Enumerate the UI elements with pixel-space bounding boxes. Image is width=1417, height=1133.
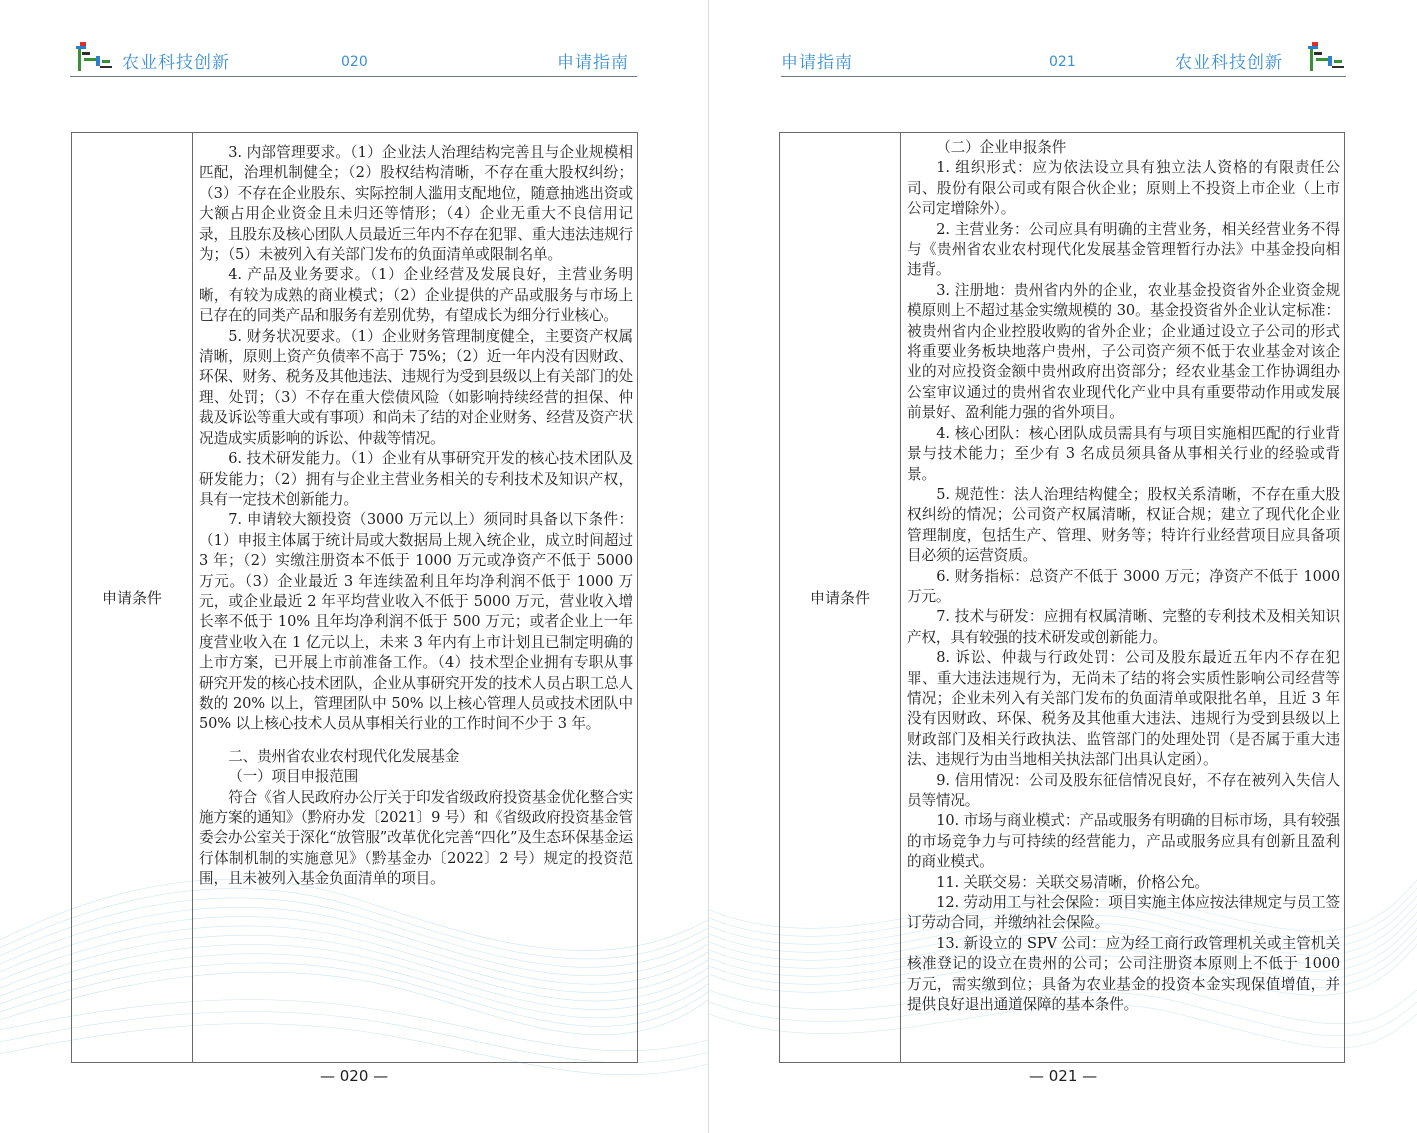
paragraph: 符合《省人民政府办公厅关于印发省级政府投资基金优化整合实施方案的通知》（黔府办发〔2021〕9 号）和《省级政府投资基金管委会办公室关于深化“放管服”改革优化完善“四化”及生态环保基金运行体制机制的实施意见》（黔基金办〔2022〕2 号）规定的投资范围，且未被列入基金负面清单的项目。 [199, 788, 633, 888]
paragraph: 2. 主营业务：公司应具有明确的主营业务，相关经营业务不得与《贵州省农业农村现代化发展基金管理暂行办法》中基金投向相违背。 [907, 220, 1340, 279]
paragraph: 12. 劳动用工与社会保险：项目实施主体应按法律规定与员工签订劳动合同，并缴纳社会保险。 [907, 894, 1340, 932]
header-section: 申请指南 [781, 53, 853, 73]
paragraph: 6. 技术研发能力。（1）企业有从事研究开发的核心技术团队及研发能力；（2）拥有与企业主营业务相关的专利技术及知识产权，具有一定技术创新能力。 [199, 450, 633, 508]
right-page [709, 0, 1417, 1133]
paragraph: 6. 财务指标：总资产不低于 3000 万元；净资产不低于 1000 万元。 [907, 567, 1340, 605]
paragraph: 1. 组织形式：应为依法设立具有独立法人资格的有限责任公司、股份有限公司或有限合伙企业；原则上不投资上市企业（上市公司定增除外）。 [907, 159, 1340, 218]
header-title: 农业科技创新 [122, 53, 230, 73]
page-header [70, 40, 637, 77]
row-label: 申请条件 [72, 133, 193, 1063]
paragraph: 5. 规范性：法人治理结构健全；股权关系清晰，不存在重大股权纠纷的情况；公司资产权属清晰，权证合规；建立了现代化企业管理制度，包括生产、管理、财务等；特许行业经营项目应具备项目必须的运营资质。 [907, 485, 1340, 565]
paragraph: 11. 关联交易：关联交易清晰，价格公允。 [936, 873, 1209, 891]
farm-logo-icon [1302, 38, 1348, 74]
paragraph: 8. 诉讼、仲裁与行政处罚：公司及股东最近五年内不存在犯罪、重大违法违规行为，无尚未了结的将会实质性影响公司经营等情况；企业未列入有关部门发布的负面清单或限批名单，且近 3 年没有因财政、环保、税务及其他重大违法、违规行为受到县级以上财政部门及相关行政执法、监管部门的处理处罚（是否属于重大违法、违规行为由当地相关执法部门出具认定函）。 [907, 649, 1340, 769]
page-footer: — 021 — [1029, 1067, 1098, 1085]
subsection-heading: （一）项目申报范围 [228, 768, 359, 786]
paragraph: 5. 财务状况要求。（1）企业财务管理制度健全，主要资产权属清晰，原则上资产负债率不高于 75%；（2）近一年内没有因财政、环保、财务、税务及其他违法、违规行为受到县级以上有关部门的处理、处罚；（3）不存在重大偿债风险（如影响持续经营的担保、仲裁及诉讼等重大或有事项）和尚未了结的对企业财务、经营及资产状况造成实质影响的诉讼、仲裁等情况。 [199, 327, 633, 447]
paragraph: 4. 核心团队：核心团队成员需具有与项目实施相匹配的行业背景与技术能力；至少有 3 名成员须具备从事相关行业的经验或背景。 [907, 424, 1340, 483]
paragraph: 9. 信用情况：公司及股东征信情况良好，不存在被列入失信人员等情况。 [907, 771, 1340, 809]
farm-logo-icon [70, 38, 116, 74]
conditions-table [71, 132, 638, 1063]
paragraph: 3. 内部管理要求。（1）企业法人治理结构完善且与企业规模相匹配，治理机制健全；（2）股权结构清晰，不存在重大股权纠纷；（3）不存在企业股东、实际控制人滥用支配地位，随意抽逃出资或大额占用企业资金且未归还等情形；（4）企业无重大不良信用记录，且股东及核心团队人员最近三年内不存在犯罪、重大违法违规行为；（5）未被列入有关部门发布的负面清单或限制名单。 [199, 144, 633, 264]
header-title: 农业科技创新 [1175, 53, 1283, 73]
page-footer: — 020 — [320, 1067, 389, 1085]
page-header [781, 40, 1346, 77]
header-page-number: 021 [1049, 54, 1076, 70]
header-page-number: 020 [341, 54, 368, 70]
conditions-table [779, 132, 1345, 1063]
paragraph: 4. 产品及业务要求。（1）企业经营及发展良好，主营业务明晰，有较为成熟的商业模式；（2）企业提供的产品或服务与市场上已存在的同类产品和服务有差别优势，有望成长为细分行业核心。 [199, 266, 633, 325]
paragraph: 3. 注册地：贵州省内外的企业，农业基金投资省外企业资金规模原则上不超过基金实缴规模的 30。基金投资省外企业认定标准：被贵州省内企业控股收购的省外企业；企业通过设立子公司的形式将重要业务板块地落户贵州，子公司资产须不低于农业基金对该企业的对应投资金额中贵州政府出资部分；经农业基金工作协调组办公室审议通过的贵州省农业现代化产业中具有重要带动作用或发展前景好、盈利能力强的省外项目。 [907, 281, 1340, 422]
paragraph: 7. 申请较大额投资（3000 万元以上）须同时具备以下条件：（1）申报主体属于统计局或大数据局上规入统企业，成立时间超过 3 年；（2）实缴注册资本不低于 1000 万元或净资产不低于 5000 万元。（3）企业最近 3 年连续盈利且年均净利润不低于 1000 万元，或企业最近 2 年平均营业收入不低于 5000 万元，营业收入增长率不低于 10% 且年均净利润不低于 500 万元；或者企业上一年度营业收入在 1 亿元以上，未来 3 年内有上市计划且已制定明确的上市方案，已开展上市前准备工作。（4）技术型企业拥有专职从事研究开发的核心技术团队，企业从事研究开发的技术人员占职工总人数的 20% 以上，管理团队中 50% 以上核心管理人员或技术团队中 50% 以上核心技术人员从事相关行业的工作时间不少于 3 年。 [199, 511, 633, 733]
paragraph: 13. 新设立的 SPV 公司：应为经工商行政管理机关或主管机关核准登记的设立在贵州的公司；公司注册资本原则上不低于 1000 万元，需实缴到位；具备为农业基金的投资本金实现保值增值，并提供良好退出通道保障的基本条件。 [907, 934, 1340, 1014]
subsection-heading: （二）企业申报条件 [936, 139, 1067, 156]
left-page [0, 0, 708, 1133]
header-section: 申请指南 [557, 53, 629, 73]
paragraph: 7. 技术与研发：应拥有权属清晰、完整的专利技术及相关知识产权，具有较强的技术研发或创新能力。 [907, 608, 1340, 646]
paragraph: 10. 市场与商业模式：产品或服务有明确的目标市场，具有较强的市场竞争力与可持续的经营能力，产品或服务应具有创新且盈利的商业模式。 [907, 812, 1340, 871]
conditions-text [901, 133, 1345, 1063]
conditions-text [193, 133, 638, 1063]
row-label: 申请条件 [780, 133, 901, 1063]
section-heading: 二、贵州省农业农村现代化发展基金 [228, 747, 460, 765]
